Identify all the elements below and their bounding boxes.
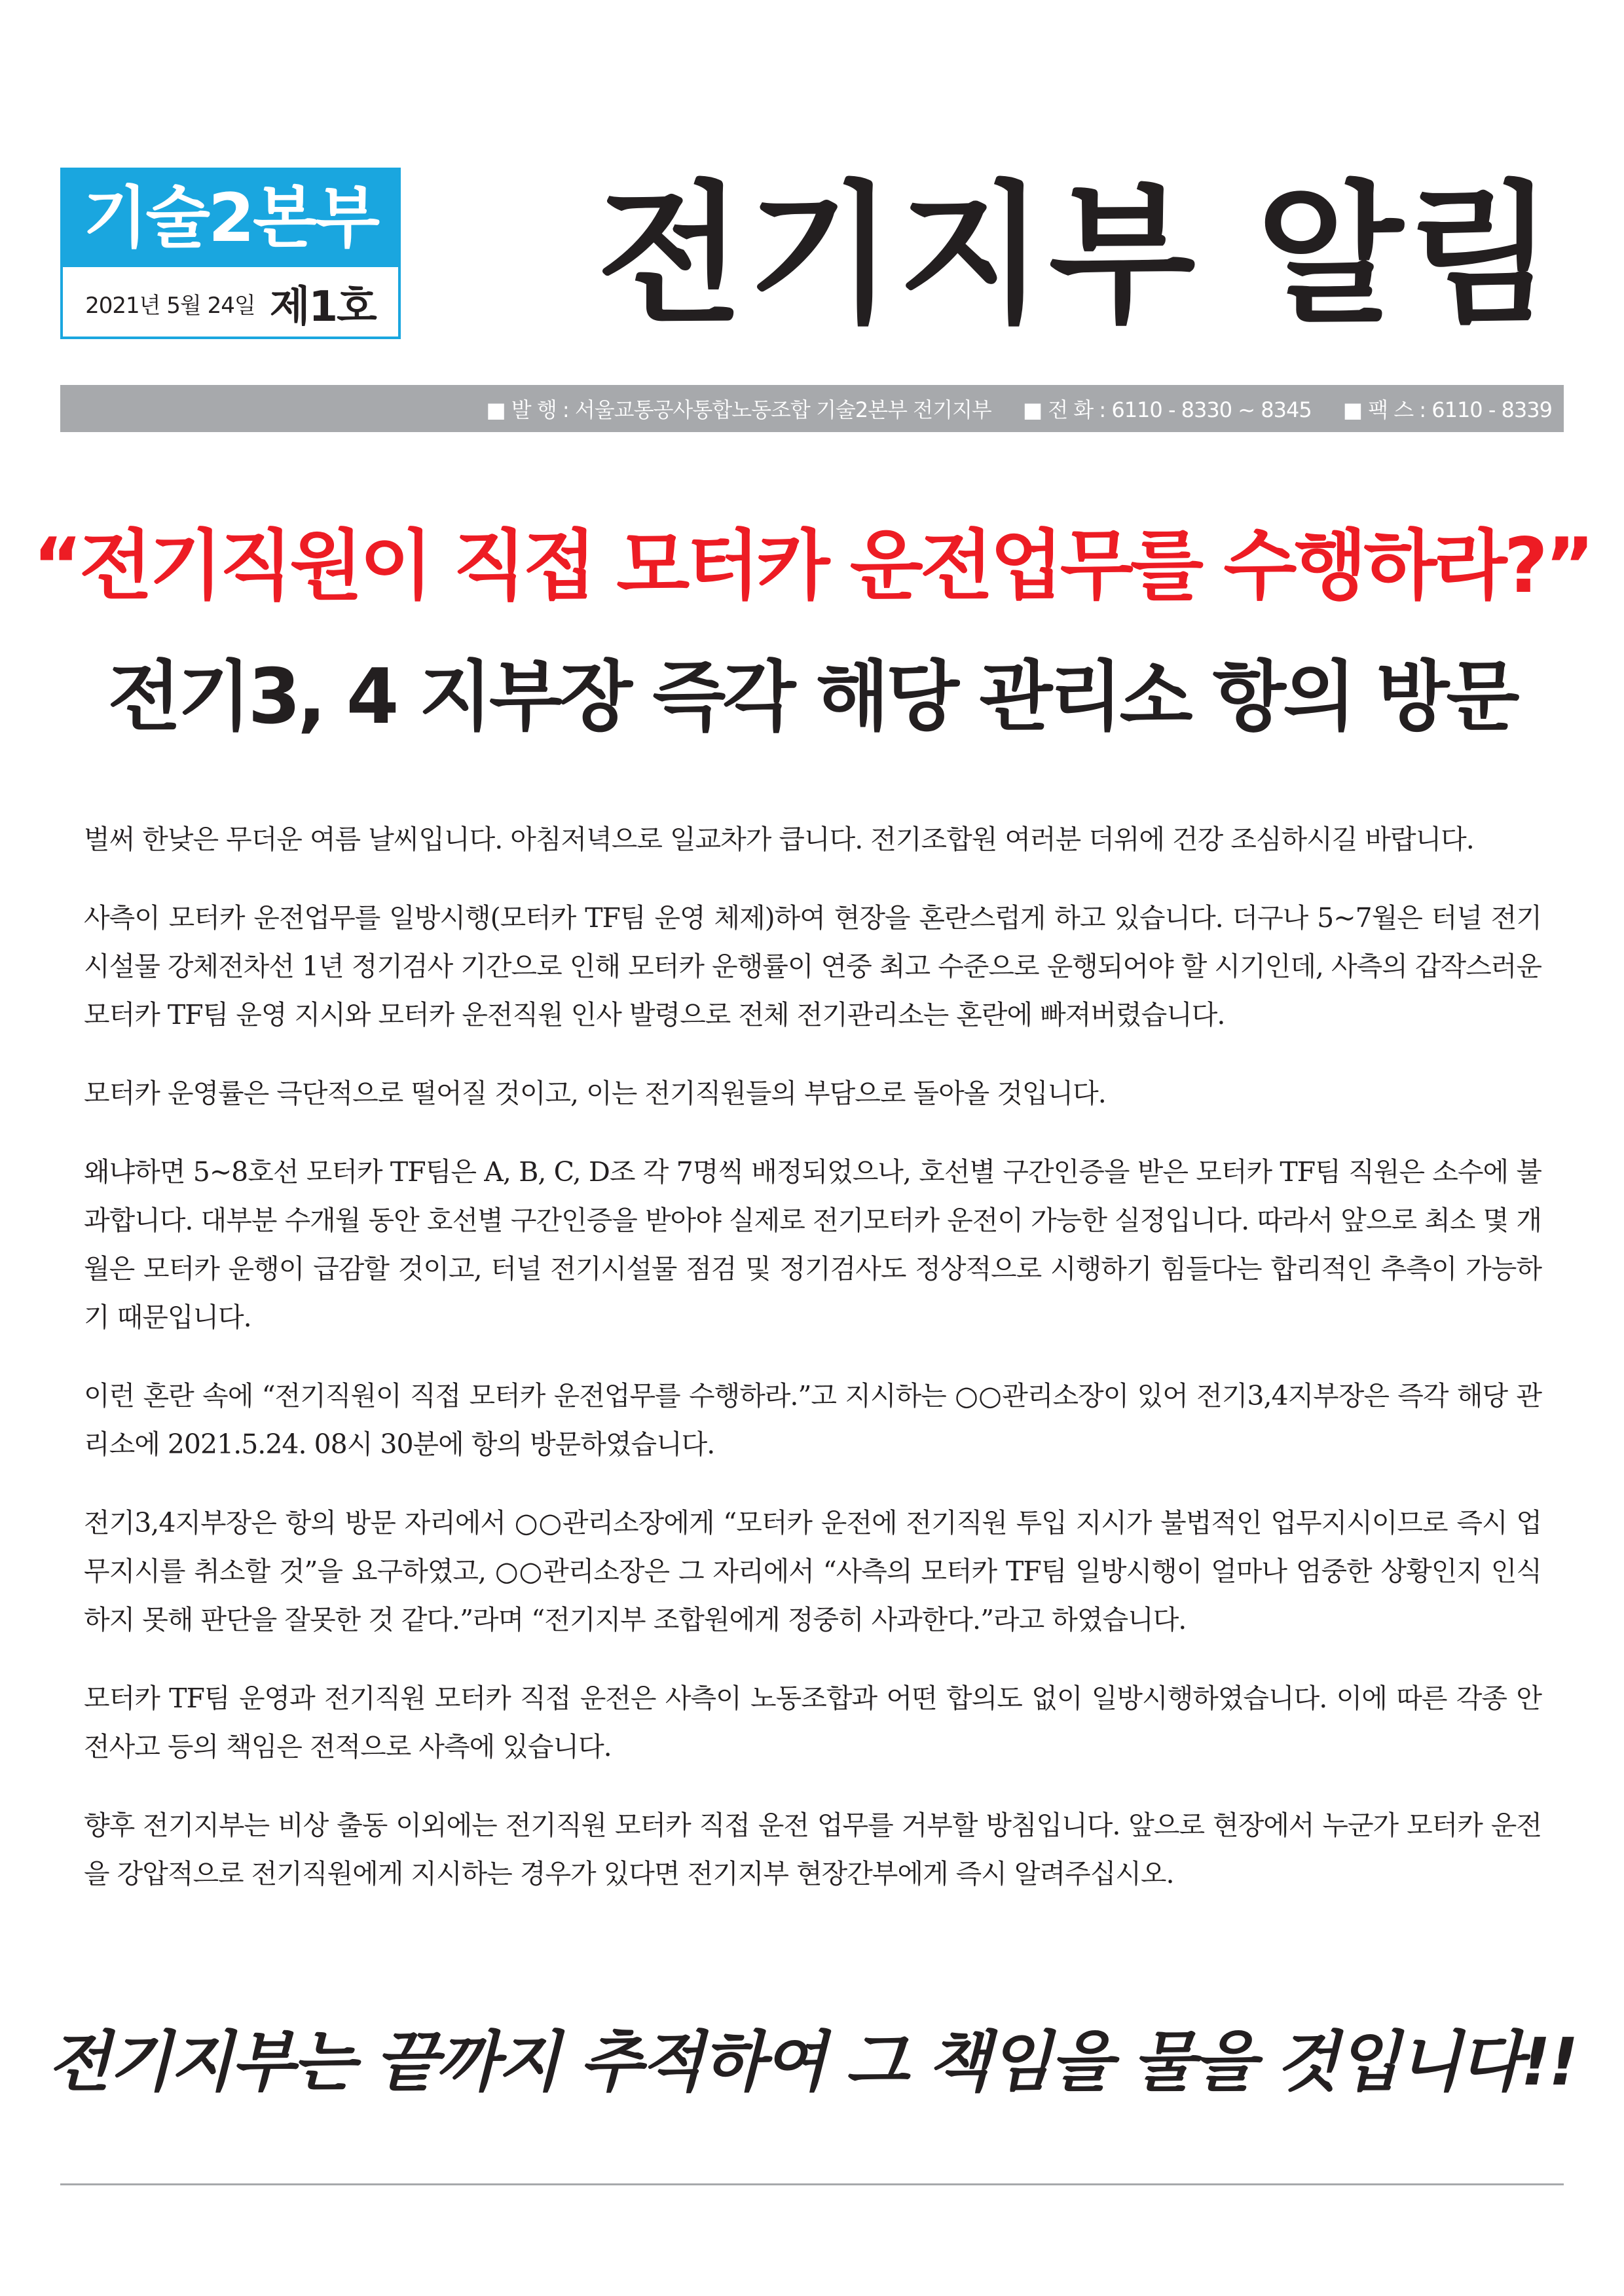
issue-info bbox=[63, 267, 398, 339]
paragraph-situation: 사측이 모터카 운전업무를 일방시행(모터카 TF팀 운영 체제)하여 현장을 혼란스럽게 하고 있습니다. 더구나 5~7월은 터널 전기시설물 강체전차선 1년 정기검사 기간으로 인해 모터카 운행률이 연중 최고 수준으로 운행되어야 할 시기인데, 사측의 갑작스러운 모터카 TF팀 운영 지시와 모터카 운전직원 인사 발령으로 전체 전기관리소는 혼란에 빠져버렸습니다. bbox=[84, 902, 1541, 1030]
issue-date: 2021년 5월 24일 bbox=[85, 292, 255, 319]
issue-number: 제1호 bbox=[269, 283, 376, 331]
paragraph-impact: 모터카 운영률은 극단적으로 떨어질 것이고, 이는 전기직원들의 부담으로 돌아올 것입니다. bbox=[84, 1078, 1106, 1109]
phone-text: ■ 전 화 : 6110 - 8330 ~ 8345 bbox=[1022, 397, 1312, 422]
closing-statement: 전기지부는 끝까지 추적하여 그 책임을 물을 것입니다!! bbox=[47, 2024, 1577, 2100]
paragraph-responsibility: 모터카 TF팀 운영과 전기직원 모터카 직접 운전은 사측이 노동조합과 어떤 합의도 없이 일방시행하였습니다. 이에 따른 각종 안전사고 등의 책임은 전적으로 사측에 있습니다. bbox=[84, 1683, 1541, 1762]
paragraph-greeting: 벌써 한낮은 무더운 여름 날씨입니다. 아침저녁으로 일교차가 큽니다. 전기조합원 여러분 더위에 건강 조심하시길 바랍니다. bbox=[84, 824, 1474, 855]
headline-subtitle: 전기3, 4 지부장 즉각 해당 관리소 항의 방문 bbox=[107, 653, 1517, 741]
fax-text: ■ 팩 스 : 6110 - 8339 bbox=[1342, 397, 1552, 422]
paragraph-policy: 향후 전기지부는 비상 출동 이외에는 전기직원 모터카 직접 운전 업무를 거부할 방침입니다. 앞으로 현장에서 누군가 모터카 운전을 강압적으로 전기직원에게 지시하는 경우가 있다면 전기지부 현장간부에게 즉시 알려주십시오. bbox=[84, 1810, 1541, 1889]
publisher-text: ■ 발 행 : 서울교통공사통합노동조합 기술2본부 전기지부 bbox=[486, 397, 991, 422]
paragraph-reason: 왜냐하면 5~8호선 모터카 TF팀은 A, B, C, D조 각 7명씩 배정되었으나, 호선별 구간인증을 받은 모터카 TF팀 직원은 소수에 불과합니다. 대부분 수개월 동안 호선별 구간인증을 받아야 실제로 전기모터카 운전이 가능한 실정입니다. 따라서 앞으로 최소 몇 개월은 모터카 운행이 급감할 것이고, 터널 전기시설물 점검 및 정기검사도 정상적으로 시행하기 힘들다는 합리적인 추측이 가능하기 때문입니다. bbox=[84, 1156, 1541, 1333]
publisher-info-bar bbox=[60, 385, 1564, 432]
paragraph-apology: 전기3,4지부장은 항의 방문 자리에서 ○○관리소장에게 “모터카 운전에 전기직원 투입 지시가 불법적인 업무지시이므로 즉시 업무지시를 취소할 것”을 요구하였고, ○○관리소장은 그 자리에서 “사측의 모터카 TF팀 일방시행이 얼마나 엄중한 상황인지 인식하지 못해 판단을 잘못한 것 같다.”라며 “전기지부 조합원에게 정중히 사과한다.”라고 하였습니다. bbox=[84, 1507, 1541, 1635]
department-badge bbox=[60, 168, 401, 339]
paragraph-protest-visit: 이런 혼란 속에 “전기직원이 직접 모터카 운전업무를 수행하라.”고 지시하는 ○○관리소장이 있어 전기3,4지부장은 즉각 해당 관리소에 2021.5.24. 08시 30분에 항의 방문하였습니다. bbox=[84, 1380, 1541, 1460]
bottom-divider bbox=[60, 2183, 1564, 2185]
masthead-title: 전기지부 알림 bbox=[597, 167, 1558, 344]
department-name: 기술2본부 bbox=[63, 170, 398, 267]
headline-quote: “전기직원이 직접 모터카 운전업무를 수행하라?” bbox=[32, 522, 1592, 610]
article-body bbox=[84, 815, 1541, 1928]
